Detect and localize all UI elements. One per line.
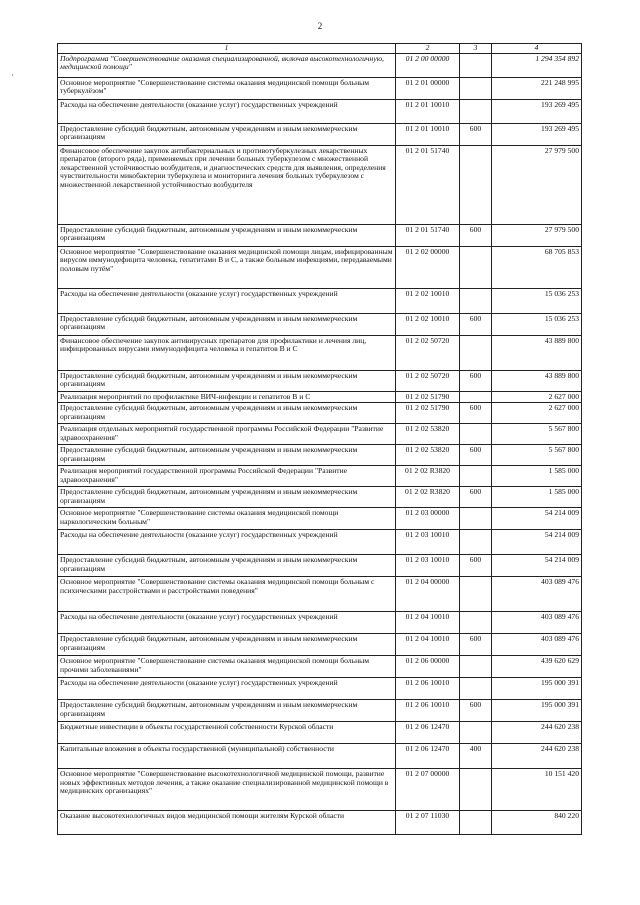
cell-name: Расходы на обеспечение деятельности (оказание услуг) государственных учреждений [58, 612, 396, 634]
cell-vid [460, 769, 492, 811]
table-body [58, 53, 582, 835]
table-row [58, 288, 582, 313]
cell-sum: 221 248 995 [492, 77, 582, 99]
cell-code: 01 2 02 51790 [396, 403, 460, 424]
header-row [58, 44, 582, 54]
cell-name: Основное мероприятие "Совершенствование высокотехнологичной медицинской помощи, развитие новых эффективных методов лечения, а также оказание специализированной медицинской помощи в медицинских организациях" [58, 769, 396, 811]
cell-code: 01 2 06 12470 [396, 744, 460, 769]
cell-sum: 27 979 500 [492, 145, 582, 224]
cell-vid [460, 577, 492, 612]
cell-sum: 54 214 009 [492, 508, 582, 530]
table-row [58, 769, 582, 811]
cell-code: 01 2 00 00000 [396, 53, 460, 77]
cell-vid [460, 77, 492, 99]
cell-sum: 43 889 800 [492, 370, 582, 391]
table-row [58, 145, 582, 224]
cell-name: Финансовое обеспечение закупок антивирусных препаратов для профилактики и лечения лиц, инфицированных вирусами иммунодефицита человека и гепатитов В и С [58, 335, 396, 370]
cell-sum: 27 979 500 [492, 224, 582, 246]
cell-vid [460, 288, 492, 313]
cell-vid [460, 656, 492, 678]
cell-vid [460, 335, 492, 370]
cell-sum: 2 627 000 [492, 391, 582, 403]
cell-code: 01 2 02 53820 [396, 445, 460, 466]
cell-name: Предоставление субсидий бюджетным, автономным учреждениям и иным некоммерческим организациям [58, 445, 396, 466]
header-col-vid: 3 [460, 44, 492, 54]
cell-vid: 600 [460, 403, 492, 424]
cell-vid: 600 [460, 555, 492, 577]
table-row [58, 744, 582, 769]
cell-code: 01 2 02 50720 [396, 370, 460, 391]
cell-vid [460, 424, 492, 445]
cell-name: Основное мероприятие "Совершенствование системы оказания медицинской помощи больным с психическими расстройствами и расстройствами поведения" [58, 577, 396, 612]
cell-sum: 10 151 420 [492, 769, 582, 811]
cell-name: Предоставление субсидий бюджетным, автономным учреждениям и иным некоммерческим организациям [58, 370, 396, 391]
cell-vid [460, 145, 492, 224]
cell-vid: 600 [460, 123, 492, 145]
cell-vid [460, 678, 492, 700]
cell-sum: 5 567 800 [492, 424, 582, 445]
cell-name: Предоставление субсидий бюджетным, автономным учреждениям и иным некоммерческим организациям [58, 555, 396, 577]
table-row [58, 508, 582, 530]
cell-sum: 193 269 495 [492, 99, 582, 123]
cell-name: Расходы на обеспечение деятельности (оказание услуг) государственных учреждений [58, 288, 396, 313]
cell-name: Подпрограмма "Совершенствование оказания специализированной, включая высокотехнологичную, медицинской помощи" [58, 53, 396, 77]
table-row [58, 612, 582, 634]
table-row [58, 530, 582, 555]
cell-code: 01 2 01 10010 [396, 123, 460, 145]
cell-code: 01 2 02 10010 [396, 288, 460, 313]
table-row [58, 391, 582, 403]
cell-vid [460, 530, 492, 555]
table-row [58, 678, 582, 700]
cell-code: 01 2 06 12470 [396, 722, 460, 744]
table-row [58, 123, 582, 145]
table-row [58, 487, 582, 508]
cell-vid: 600 [460, 634, 492, 656]
cell-sum: 54 214 009 [492, 555, 582, 577]
cell-vid [460, 391, 492, 403]
cell-vid: 600 [460, 445, 492, 466]
cell-name: Расходы на обеспечение деятельности (оказание услуг) государственных учреждений [58, 530, 396, 555]
cell-code: 01 2 04 10010 [396, 634, 460, 656]
cell-code: 01 2 02 53820 [396, 424, 460, 445]
table-row [58, 555, 582, 577]
cell-name: Реализация мероприятий по профилактике ВИЧ-инфекции и гепатитов В и С [58, 391, 396, 403]
cell-code: 01 2 02 51790 [396, 391, 460, 403]
cell-vid: 600 [460, 370, 492, 391]
cell-sum: 439 620 629 [492, 656, 582, 678]
cell-vid: 600 [460, 224, 492, 246]
table-row [58, 246, 582, 288]
table-row [58, 577, 582, 612]
cell-code: 01 2 01 51740 [396, 224, 460, 246]
cell-name: Предоставление субсидий бюджетным, автономным учреждениям и иным некоммерческим организациям [58, 634, 396, 656]
cell-sum: 195 000 391 [492, 678, 582, 700]
cell-code: 01 2 01 00000 [396, 77, 460, 99]
cell-sum: 1 294 354 892 [492, 53, 582, 77]
cell-name: Основное мероприятие "Совершенствование системы оказания медицинской помощи наркологическим больным" [58, 508, 396, 530]
table-row [58, 656, 582, 678]
cell-name: Финансовое обеспечение закупок антибактериальных и противотуберкулезных лекарственных препаратов (второго ряда), применяемых при лечении больных туберкулезом с множественной лекарственной устойчивостью возбудителя, и диагностических средств для выявления, определения чувствительности микобактерии туберкулеза и мониторинга лечения больных туберкулезом с множественной лекарственной устойчивостью возбудителя [58, 145, 396, 224]
table-row [58, 224, 582, 246]
cell-name: Расходы на обеспечение деятельности (оказание услуг) государственных учреждений [58, 678, 396, 700]
cell-name: Капитальные вложения в объекты государственной (муниципальной) собственности [58, 744, 396, 769]
table-row [58, 53, 582, 77]
cell-code: 01 2 02 10010 [396, 313, 460, 335]
cell-code: 01 2 02 50720 [396, 335, 460, 370]
margin-mark: · [11, 70, 14, 80]
cell-code: 01 2 03 00000 [396, 508, 460, 530]
cell-sum: 5 567 800 [492, 445, 582, 466]
cell-vid [460, 466, 492, 487]
cell-name: Предоставление субсидий бюджетным, автономным учреждениям и иным некоммерческим организациям [58, 700, 396, 722]
cell-code: 01 2 02 R3820 [396, 487, 460, 508]
cell-sum: 403 089 476 [492, 577, 582, 612]
budget-table [57, 43, 582, 835]
table-row [58, 403, 582, 424]
cell-vid [460, 722, 492, 744]
cell-vid: 600 [460, 487, 492, 508]
cell-code: 01 2 02 00000 [396, 246, 460, 288]
cell-code: 01 2 03 10010 [396, 555, 460, 577]
cell-code: 01 2 01 10010 [396, 99, 460, 123]
cell-name: Предоставление субсидий бюджетным, автономным учреждениям и иным некоммерческим организациям [58, 224, 396, 246]
cell-sum: 1 585 000 [492, 487, 582, 508]
cell-name: Предоставление субсидий бюджетным, автономным учреждениям и иным некоммерческим организациям [58, 313, 396, 335]
cell-code: 01 2 02 R3820 [396, 466, 460, 487]
cell-sum: 2 627 000 [492, 403, 582, 424]
cell-sum: 403 089 476 [492, 612, 582, 634]
cell-sum: 403 089 476 [492, 634, 582, 656]
cell-name: Основное мероприятие "Совершенствование оказания медицинской помощи лицам, инфицированным вирусом иммунодефицита человека, гепатитами В и С, а также больным инфекциями, передаваемыми половым путём" [58, 246, 396, 288]
cell-vid: 400 [460, 744, 492, 769]
cell-name: Расходы на обеспечение деятельности (оказание услуг) государственных учреждений [58, 99, 396, 123]
cell-code: 01 2 07 11030 [396, 811, 460, 835]
cell-sum: 244 620 238 [492, 722, 582, 744]
cell-code: 01 2 06 10010 [396, 700, 460, 722]
table-row [58, 370, 582, 391]
page-number: 2 [317, 21, 323, 31]
cell-name: Оказание высокотехнологичных видов медицинской помощи жителям Курской области [58, 811, 396, 835]
cell-name: Реализация отдельных мероприятий государственной программы Российской Федерации "Развитие здравоохранения" [58, 424, 396, 445]
cell-code: 01 2 06 10010 [396, 678, 460, 700]
header-col-code: 2 [396, 44, 460, 54]
header-col-name: 1 [58, 44, 396, 54]
cell-vid [460, 99, 492, 123]
cell-code: 01 2 03 10010 [396, 530, 460, 555]
cell-vid [460, 508, 492, 530]
cell-name: Предоставление субсидий бюджетным, автономным учреждениям и иным некоммерческим организациям [58, 403, 396, 424]
cell-vid [460, 246, 492, 288]
cell-sum: 68 705 853 [492, 246, 582, 288]
table-row [58, 700, 582, 722]
cell-code: 01 2 01 51740 [396, 145, 460, 224]
cell-sum: 193 269 495 [492, 123, 582, 145]
cell-code: 01 2 04 00000 [396, 577, 460, 612]
cell-vid [460, 612, 492, 634]
table-row [58, 313, 582, 335]
table-row [58, 99, 582, 123]
cell-name: Реализация мероприятий государственной программы Российской Федерации "Развитие здравоохранения" [58, 466, 396, 487]
header-col-sum: 4 [492, 44, 582, 54]
cell-vid: 600 [460, 313, 492, 335]
cell-sum: 43 889 800 [492, 335, 582, 370]
table-row [58, 466, 582, 487]
cell-code: 01 2 07 00000 [396, 769, 460, 811]
table-row [58, 77, 582, 99]
cell-sum: 1 585 000 [492, 466, 582, 487]
cell-sum: 840 220 [492, 811, 582, 835]
cell-code: 01 2 06 00000 [396, 656, 460, 678]
table-row [58, 811, 582, 835]
cell-sum: 244 620 238 [492, 744, 582, 769]
cell-vid [460, 53, 492, 77]
cell-code: 01 2 04 10010 [396, 612, 460, 634]
cell-sum: 15 036 253 [492, 288, 582, 313]
cell-name: Бюджетные инвестиции в объекты государственной собственности Курской области [58, 722, 396, 744]
cell-vid [460, 811, 492, 835]
cell-vid: 600 [460, 700, 492, 722]
cell-name: Предоставление субсидий бюджетным, автономным учреждениям и иным некоммерческим организациям [58, 487, 396, 508]
cell-name: Предоставление субсидий бюджетным, автономным учреждениям и иным некоммерческим организациям [58, 123, 396, 145]
cell-sum: 15 036 253 [492, 313, 582, 335]
table-row [58, 445, 582, 466]
cell-sum: 195 000 391 [492, 700, 582, 722]
cell-name: Основное мероприятие "Совершенствование системы оказания медицинской помощи больным туберкулёзом" [58, 77, 396, 99]
table-row [58, 424, 582, 445]
table-row [58, 335, 582, 370]
cell-name: Основное мероприятие "Совершенствование системы оказания медицинской помощи больным прочими заболеваниями" [58, 656, 396, 678]
table-row [58, 722, 582, 744]
cell-sum: 54 214 009 [492, 530, 582, 555]
table-row [58, 634, 582, 656]
